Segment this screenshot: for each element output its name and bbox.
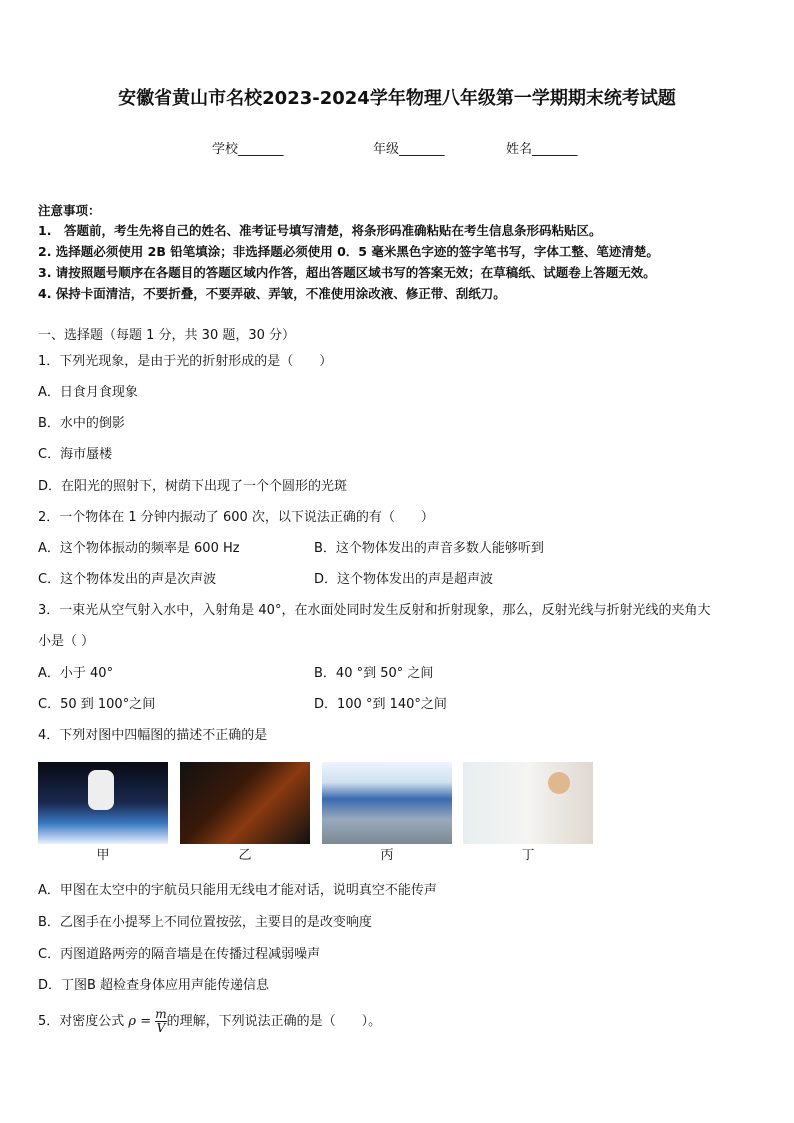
q3-stem-cont: 小是（ ） — [38, 634, 95, 649]
q2-option-d: D．这个物体发出的声是超声波 — [314, 572, 494, 587]
volume-symbol: V — [156, 1021, 166, 1035]
q3-option-d: D．100 °到 140°之间 — [314, 697, 447, 712]
sound-barrier-image — [322, 762, 452, 844]
note-item: 2. 选择题必须使用 2B 铅笔填涂；非选择题必须使用 0．5 毫米黑色字迹的签字笔书写，字体工整、笔迹清楚。 — [38, 244, 659, 259]
q4-option-a: A．甲图在太空中的宇航员只能用无线电才能对话，说明真空不能传声 — [38, 883, 437, 898]
q3-option-b: B．40 °到 50° 之间 — [314, 666, 434, 681]
q4-stem: 4．下列对图中四幅图的描述不正确的是 — [38, 728, 268, 743]
notes-heading: 注意事项： — [38, 203, 101, 218]
note-item: 4. 保持卡面清洁，不要折叠，不要弄破、弄皱，不准使用涂改液、修正带、刮纸刀。 — [38, 286, 506, 301]
q4-option-b: B．乙图手在小提琴上不同位置按弦，主要目的是改变响度 — [38, 915, 372, 930]
q5-prefix: 5．对密度公式 — [38, 1014, 125, 1029]
q2-option-b: B．这个物体发出的声音多数人能够听到 — [314, 541, 544, 556]
caption-yi: 乙 — [238, 848, 252, 863]
q1-option-b: B．水中的倒影 — [38, 416, 125, 431]
q1-option-d: D．在阳光的照射下，树荫下出现了一个个圆形的光斑 — [38, 479, 348, 494]
q5-stem — [38, 1008, 381, 1036]
section-heading: 一、选择题（每题 1 分，共 30 题，30 分） — [38, 328, 296, 343]
violin-image — [180, 762, 310, 844]
caption-jia: 甲 — [96, 848, 110, 863]
q3-option-c: C．50 到 100°之间 — [38, 697, 156, 712]
q1-stem: 1．下列光现象，是由于光的折射形成的是（ ） — [38, 354, 333, 369]
density-symbol: ρ = — [128, 1014, 152, 1029]
note-item: 1. 答题前，考生先将自己的姓名、准考证号填写清楚，将条形码准确粘贴在考生信息条形码粘贴区。 — [38, 223, 602, 238]
school-field: 学校_______ — [212, 142, 284, 157]
q2-option-a: A．这个物体振动的频率是 600 Hz — [38, 541, 240, 556]
page-title: 安徽省黄山市名校2023-2024学年物理八年级第一学期期末统考试题 — [118, 88, 676, 109]
q1-option-c: C．海市蜃楼 — [38, 447, 113, 462]
q3-stem: 3．一束光从空气射入水中，入射角是 40°，在水面处同时发生反射和折射现象，那么，反射光线与折射光线的夹角大 — [38, 603, 711, 618]
caption-bing: 丙 — [380, 848, 394, 863]
name-field: 姓名_______ — [506, 142, 578, 157]
grade-field: 年级_______ — [373, 142, 445, 157]
caption-ding: 丁 — [521, 848, 535, 863]
q2-stem: 2．一个物体在 1 分钟内振动了 600 次，以下说法正确的有（ ） — [38, 510, 434, 525]
density-fraction — [155, 1008, 166, 1035]
q1-option-a: A．日食月食现象 — [38, 385, 138, 400]
mass-symbol: m — [155, 1007, 167, 1021]
q4-option-c: C．丙图道路两旁的隔音墙是在传播过程减弱噪声 — [38, 947, 321, 962]
note-item: 3. 请按照题号顺序在各题目的答题区域内作答，超出答题区域书写的答案无效；在草稿纸、试题卷上答题无效。 — [38, 265, 656, 280]
q5-suffix: 的理解，下列说法正确的是（ ）。 — [166, 1014, 382, 1029]
q2-option-c: C．这个物体发出的声是次声波 — [38, 572, 217, 587]
q4-option-d: D．丁图B 超检查身体应用声能传递信息 — [38, 978, 270, 993]
ultrasound-image — [463, 762, 593, 844]
astronaut-image — [38, 762, 168, 844]
q3-option-a: A．小于 40° — [38, 666, 114, 681]
